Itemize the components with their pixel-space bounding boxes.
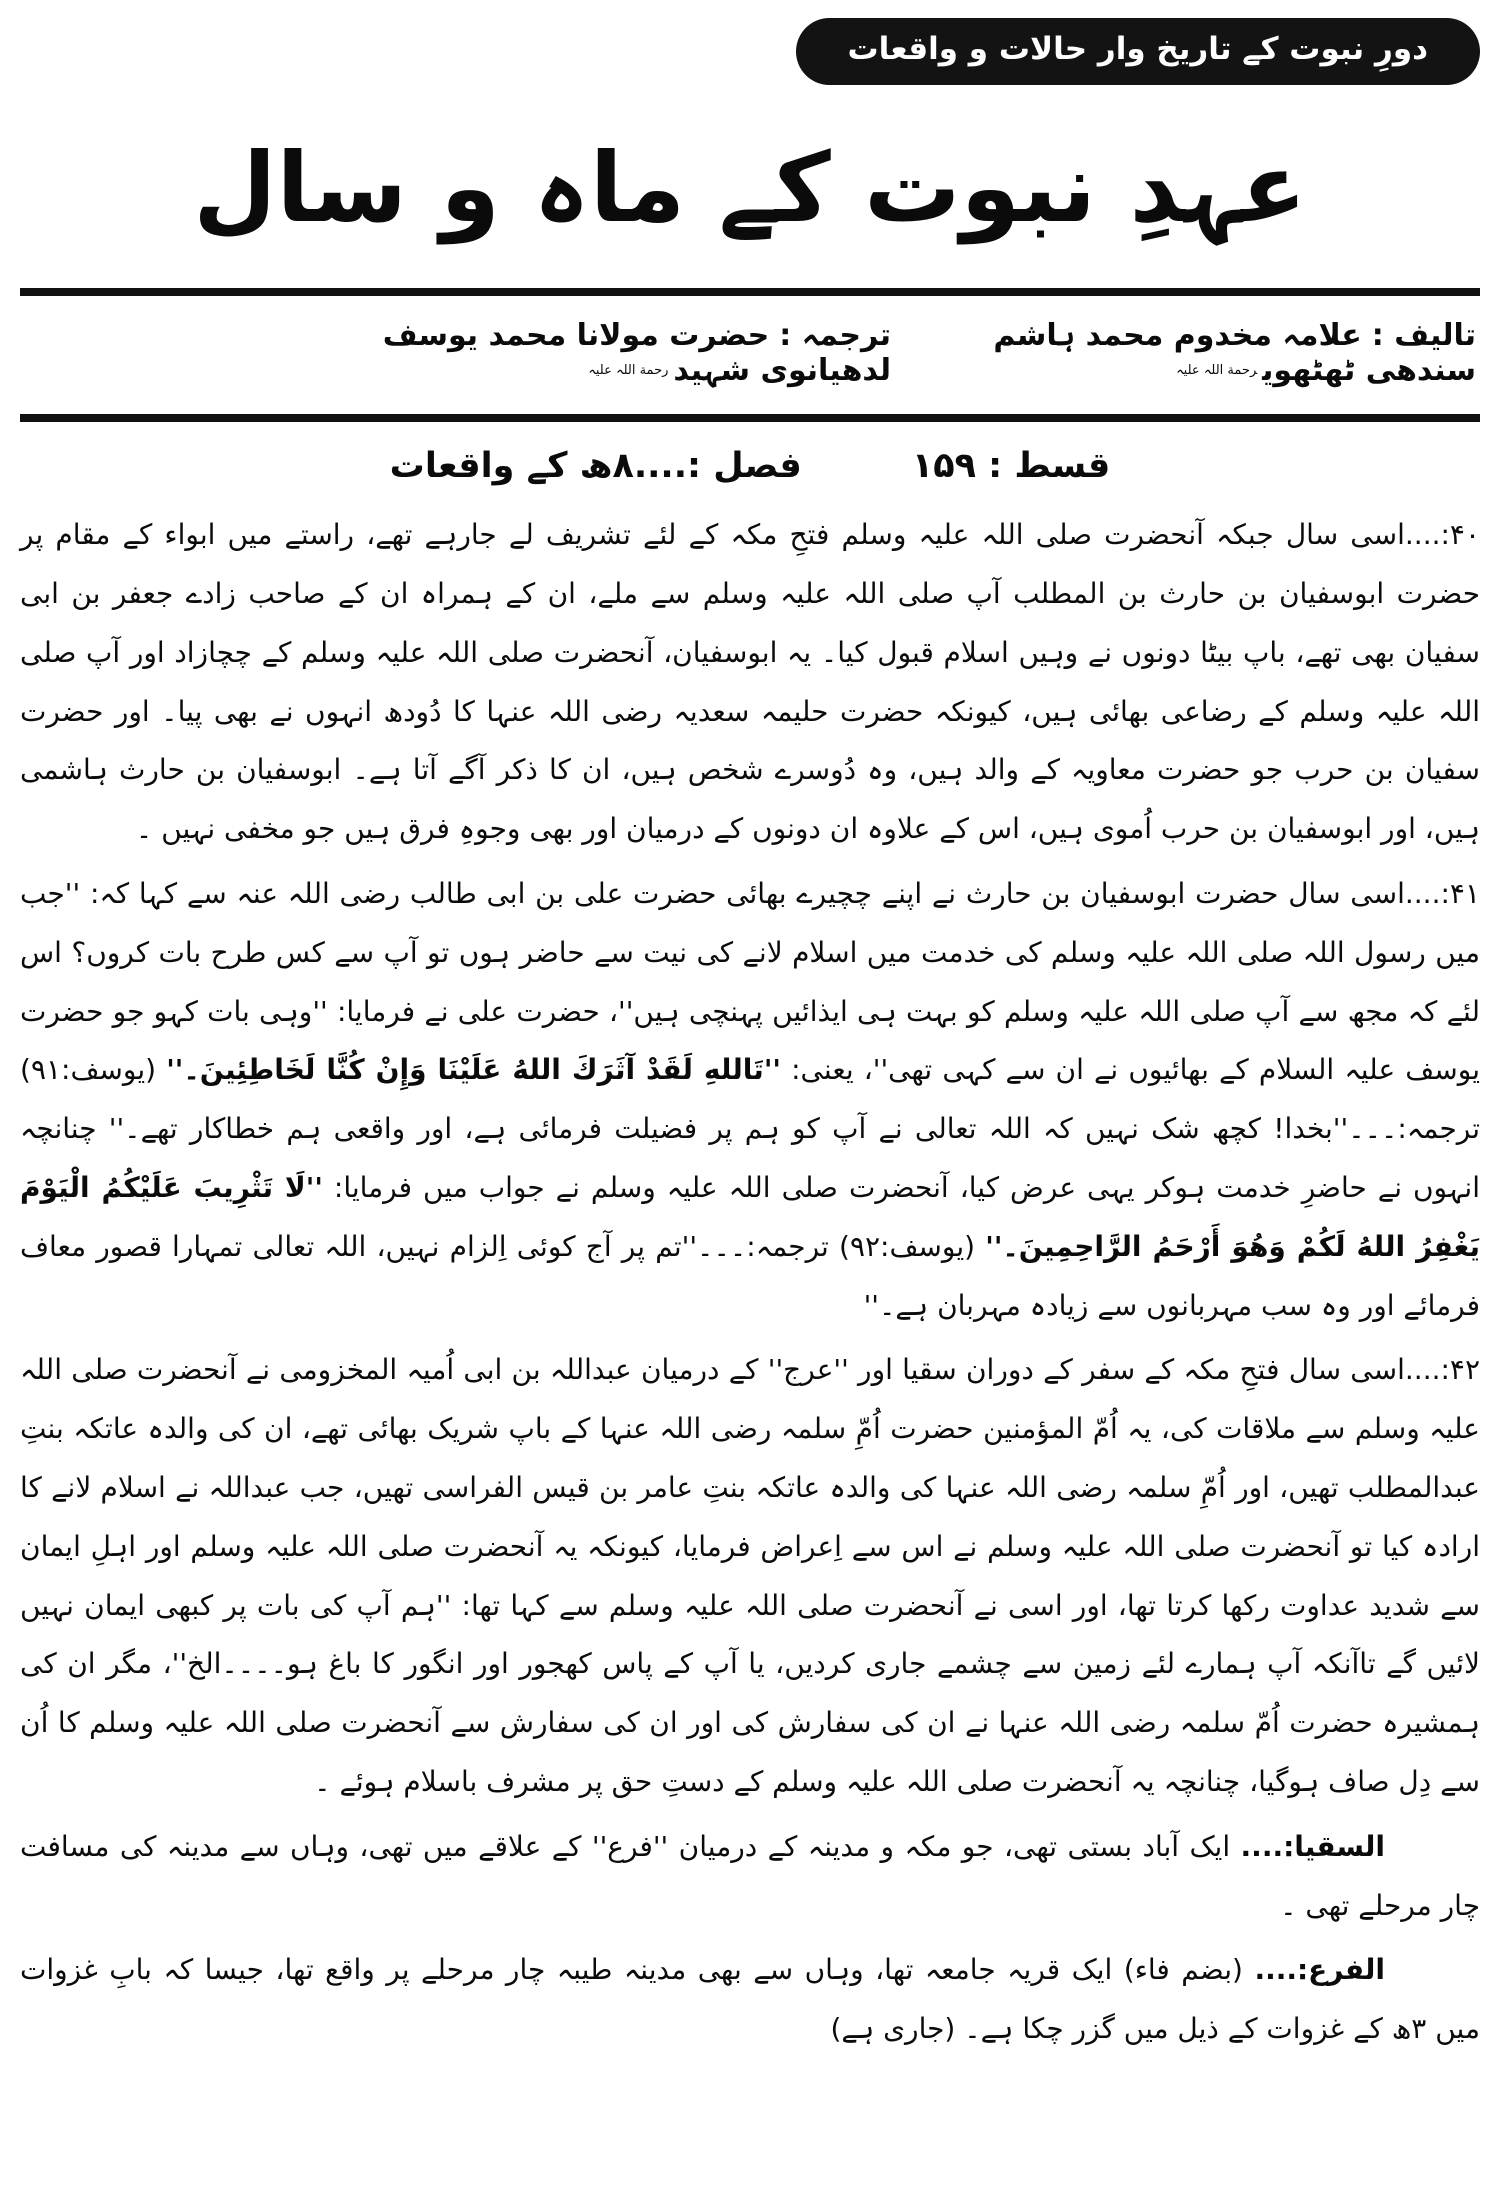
page-title: عہدِ نبوت کے ماہ و سال [193, 132, 1307, 244]
para-40 [20, 506, 1480, 859]
author-label: تالیف : [1371, 318, 1476, 354]
text-segment: ۴۲:....اسی سال فتحِ مکہ کے سفر کے دوران سقیا اور ''عرج'' کے درمیان عبداللہ بن ابی اُمیہ المخزومی نے آنحضرت صلی اللہ علیہ وسلم سے ملاقات کی، یہ اُمّ المؤمنین حضرت اُمِّ سلمہ رضی اللہ عنہا کے باپ شریک بھائی تھے، ان کی والدہ عاتکہ بنتِ عبدالمطلب تھیں، اور اُمِّ سلمہ رضی اللہ عنہا کی والدہ عاتکہ بنتِ عامر بن قیس الفراسی تھیں، جب عبداللہ نے اسلام لانے کا ارادہ کیا تو آنحضرت صلی اللہ علیہ وسلم نے اس سے اِعراض فرمایا، کیونکہ یہ آنحضرت صلی اللہ علیہ وسلم اور اہلِ ایمان سے شدید عداوت رکھا کرتا تھا، اور اسی نے آنحضرت صلی اللہ علیہ وسلم سے کہا تھا: ''ہم آپ کی بات پر کبھی ایمان نہیں لائیں گے تاآنکہ آپ ہمارے لئے زمین سے چشمے جاری کردیں، یا آپ کے پاس کھجور اور انگور کا باغ ہو۔۔۔۔الخ''، مگر ان کی ہمشیرہ حضرت اُمّ سلمہ رضی اللہ عنہا نے ان کی سفارش کی اور ان کی سفارش سے آنحضرت صلی اللہ علیہ وسلم کا اُن سے دِل صاف ہوگیا، چنانچہ یہ آنحضرت صلی اللہ علیہ وسلم کے دستِ حق پر مشرف باسلام ہوئے ۔ [20, 1353, 1480, 1798]
author-honorific: رحمة اللہ علیہ [1176, 363, 1258, 379]
text-segment: ۴۰:....اسی سال جبکہ آنحضرت صلی اللہ علیہ وسلم فتحِ مکہ کے لئے تشریف لے جارہے تھے، راستے میں ابواء کے مقام پر حضرت ابوسفیان بن حارث بن المطلب آپ صلی اللہ علیہ وسلم سے ملے، ان کے ہمراہ ان کے صاحب زادے جعفر بن ابی سفیان بھی تھے، باپ بیٹا دونوں نے وہیں اسلام قبول کیا۔ یہ ابوسفیان، آنحضرت صلی اللہ علیہ وسلم کے چچازاد اور آپ صلی اللہ علیہ وسلم کے رضاعی بھائی ہیں، کیونکہ حضرت حلیمہ سعدیہ رضی اللہ عنہا کا دُودھ انہوں نے بھی پیا۔ اور حضرت سفیان بن حرب جو حضرت معاویہ کے والد ہیں، وہ دُوسرے شخص ہیں، ان کا ذکر آگے آتا ہے۔ ابوسفیان بن حارث ہاشمی ہیں، اور ابوسفیان بن حرب اُموی ہیں، اس کے علاوہ ان دونوں کے درمیان اور بھی وجوہِ فرق ہیں جو مخفی نہیں ۔ [20, 518, 1480, 846]
episode-number: قسط : ۱۵۹ [911, 446, 1111, 487]
text-segment: (یوسف:۹۱) ترجمہ:۔۔۔''بخدا! کچھ شک نہیں کہ اللہ تعالی نے آپ کو ہم پر فضیلت فرمائی ہے، اور واقعی ہم خطاکار تھے۔'' چنانچہ انہوں نے حاضرِ خدمت ہوکر یہی عرض کیا، آنحضرت صلی اللہ علیہ وسلم نے جواب میں فرمایا: [20, 1053, 1480, 1204]
text-segment: ۴۱:....اسی سال حضرت ابوسفیان بن حارث نے اپنے چچیرے بھائی حضرت علی بن ابی طالب رضی اللہ عنہ سے کہا کہ: ''جب میں رسول اللہ صلی اللہ علیہ وسلم کی خدمت میں اسلام لانے کی نیت سے حاضر ہوں تو آپ سے کس طرح بات کروں؟ اس لئے کہ مجھ سے آپ صلی اللہ علیہ وسلم کو بہت ہی ایذائیں پہنچی ہیں''، حضرت علی نے فرمایا: ''وہی بات کہو جو حضرت یوسف علیہ السلام کے بھائیوں نے ان سے کہی تھی''، یعنی: [20, 876, 1480, 1087]
text-segment: ایک آباد بستی تھی، جو مکہ و مدینہ کے درمیان ''فرع'' کے علاقے میں تھی، وہاں سے مدینہ کی مسافت چار مرحلے تھی ۔ [20, 1829, 1480, 1922]
bold-segment: الفرع:.... [1254, 1953, 1385, 1987]
translator-honorific: رحمة اللہ علیہ [588, 363, 669, 379]
text-segment: (بضم فاء) ایک قریہ جامعہ تھا، وہاں سے بھی مدینہ طیبہ چار مرحلے پر واقع تھا، جیسا کہ بابِ غزوات میں ۳ھ کے غزوات کے ذیل میں گزر چکا ہے۔ (جاری ہے) [20, 1953, 1480, 2046]
divider-top [20, 288, 1480, 296]
translator-label: ترجمہ : [779, 318, 891, 354]
para-42 [20, 1341, 1480, 1811]
para-suqya [20, 1818, 1480, 1936]
translator-credit [285, 318, 891, 388]
section-heading [20, 446, 1480, 486]
text-segment: (یوسف:۹۲) ترجمہ:۔۔۔''تم پر آج کوئی اِلزام نہیں، اللہ تعالی تمہارا قصور معاف فرمائے اور وہ سب مہربانوں سے زیادہ مہربان ہے۔'' [20, 1229, 1480, 1322]
series-badge: دورِ نبوت کے تاریخ وار حالات و واقعات [796, 18, 1480, 85]
chapter-title: فصل :....۸ھ کے واقعات [389, 446, 802, 487]
masthead-row [20, 18, 1480, 85]
article-body [20, 506, 1480, 2059]
bold-segment: السقیا:.... [1240, 1829, 1385, 1863]
author-name: علامہ مخدوم محمد ہاشم سندھی ٹھٹھوی [993, 318, 1476, 389]
para-fara [20, 1941, 1480, 2059]
byline [20, 302, 1480, 408]
translator-name: حضرت مولانا محمد یوسف لدھیانوی شہید [382, 318, 891, 389]
para-41 [20, 865, 1480, 1335]
bold-segment: ''تَاللهِ لَقَدْ آثَرَكَ اللهُ عَلَيْنَا وَإِنْ كُنَّا لَخَاطِئِينَ۔'' [166, 1053, 781, 1087]
bold-segment: ''لَا تَثْرِيبَ عَلَيْكُمُ الْيَوْمَ يَغْفِرُ اللهُ لَكُمْ وَهُوَ أَرْحَمُ الرَّاحِمِينَ۔'' [20, 1170, 1480, 1263]
author-credit [891, 318, 1476, 388]
divider-bottom [20, 414, 1480, 422]
